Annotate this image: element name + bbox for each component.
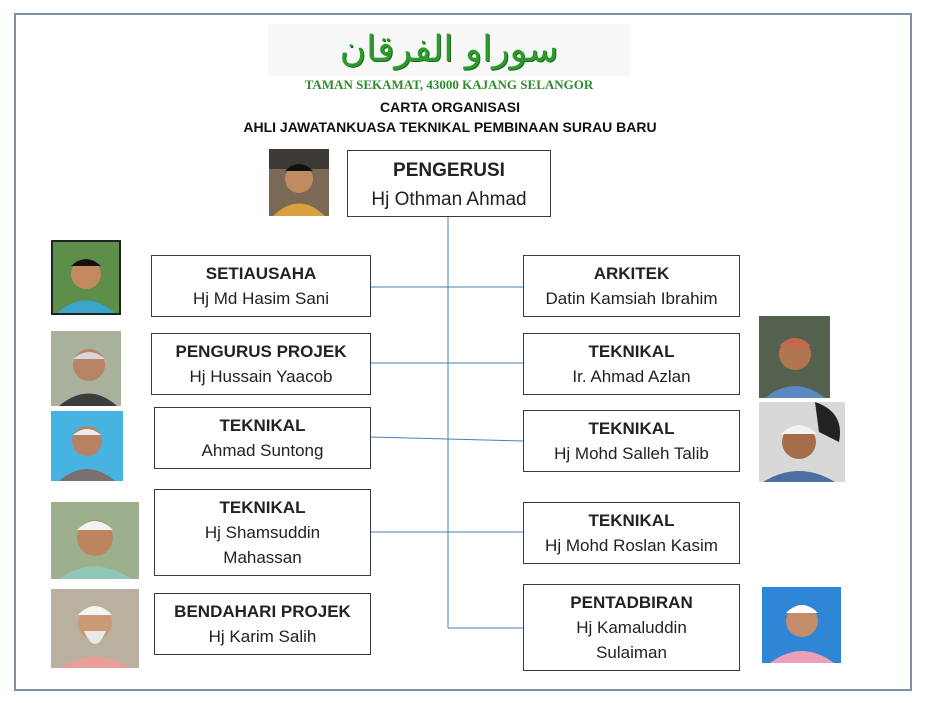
member-name: Hj Kamaluddin <box>576 618 687 637</box>
member-box-pentadbiran <box>523 584 740 671</box>
portrait-photo-teknikal-ahmad <box>51 411 123 481</box>
member-name: Hj Mohd Roslan Kasim <box>545 536 718 555</box>
member-box-teknikal-roslan <box>523 502 740 564</box>
member-box-arkitek <box>523 255 740 317</box>
role-label: TEKNIKAL <box>219 498 306 517</box>
portrait-photo-teknikal-azlan <box>759 316 830 398</box>
member-name: Hj Md Hasim Sani <box>192 289 330 308</box>
role-label: BENDAHARI PROJEK <box>174 602 351 621</box>
role-label: TEKNIKAL <box>588 511 675 530</box>
member-name: Hj Shamsuddin <box>204 523 321 542</box>
member-name-line2: Mahassan <box>223 548 302 567</box>
role-label: SETIAUSAHA <box>205 264 317 283</box>
portrait-photo-setiausaha <box>51 240 121 315</box>
member-box-teknikal-salleh <box>523 410 740 472</box>
member-name: Ir. Ahmad Azlan <box>572 367 691 386</box>
member-name: Ahmad Suntong <box>201 441 324 460</box>
portrait-photo-teknikal-salleh <box>759 402 845 482</box>
role-label: PENTADBIRAN <box>570 593 693 612</box>
role-label: PENGERUSI <box>393 160 505 181</box>
member-box-teknikal-shamsuddin <box>154 489 371 576</box>
member-name: Hj Hussain Yaacob <box>189 367 333 386</box>
member-name-line2: Sulaiman <box>596 643 667 662</box>
member-box-pengurus-projek <box>151 333 371 395</box>
portrait-photo-pentadbiran <box>762 587 841 663</box>
surau-logo-calligraphy: سوراو الفرقان <box>339 29 559 70</box>
role-label: TEKNIKAL <box>588 419 675 438</box>
role-label: PENGURUS PROJEK <box>175 342 347 361</box>
member-name: Hj Othman Ahmad <box>371 189 527 210</box>
connector-row3 <box>370 437 523 441</box>
chart-title: CARTA ORGANISASI <box>380 99 520 115</box>
member-box-bendahari <box>154 593 371 655</box>
role-label: ARKITEK <box>593 264 670 283</box>
member-box-setiausaha <box>151 255 371 317</box>
member-box-teknikal-ahmad <box>154 407 371 469</box>
portrait-photo-bendahari <box>51 589 139 668</box>
portrait-photo-chairman <box>269 149 329 216</box>
member-name: Datin Kamsiah Ibrahim <box>545 289 718 308</box>
role-label: TEKNIKAL <box>219 416 306 435</box>
address-line: TAMAN SEKAMAT, 43000 KAJANG SELANGOR <box>304 77 594 92</box>
member-box-teknikal-azlan <box>523 333 740 395</box>
role-label: TEKNIKAL <box>588 342 675 361</box>
portrait-photo-teknikal-shamsuddin <box>51 502 139 579</box>
chart-subtitle: AHLI JAWATANKUASA TEKNIKAL PEMBINAAN SURAU BARU <box>243 119 657 135</box>
member-name: Hj Mohd Salleh Talib <box>554 444 709 463</box>
chairman-box <box>347 150 551 217</box>
portrait-photo-pengurus-projek <box>51 331 121 406</box>
member-name: Hj Karim Salih <box>208 627 317 646</box>
